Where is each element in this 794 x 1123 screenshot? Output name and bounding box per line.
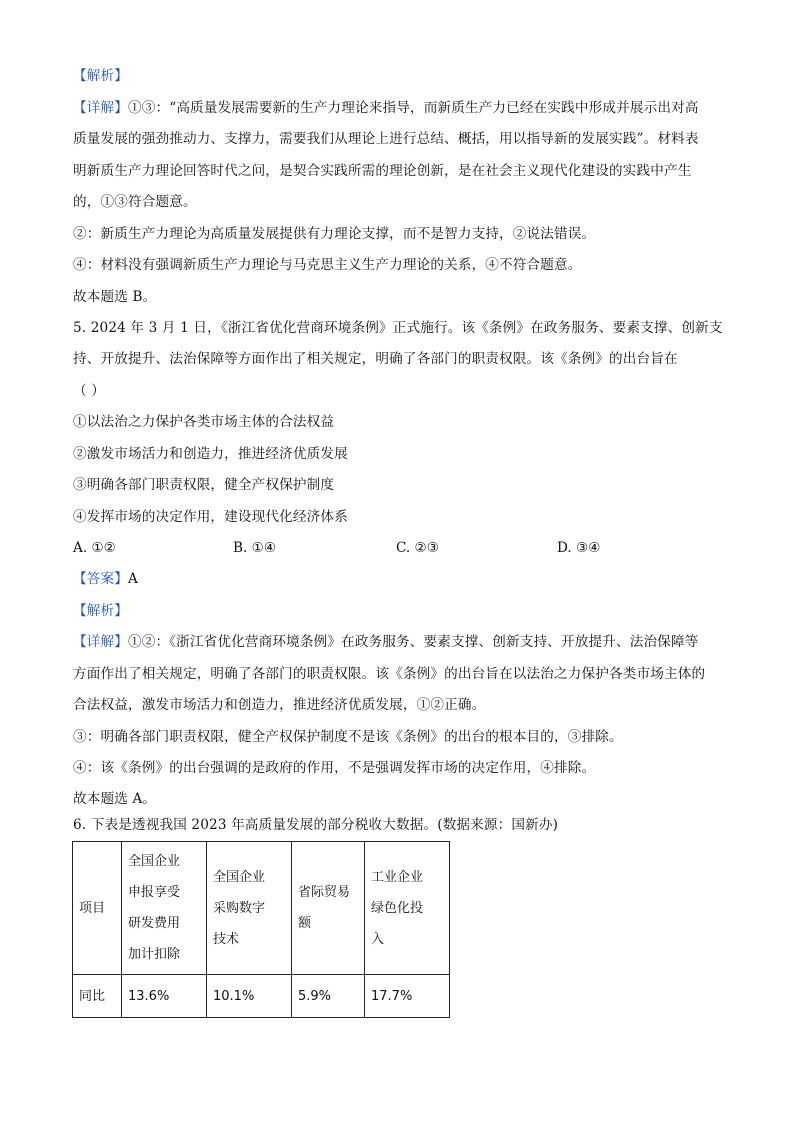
table-header-cell [292,842,365,975]
header-text: 省际贸易 [298,885,351,900]
answer-value: A [127,571,138,587]
header-text: 研发费用 [128,916,181,931]
analysis-point: ③：明确各部门职责权限，健全产权保护制度不是该《条例》的出台的根本目的，③排除。 [73,729,623,745]
header-text: 额 [298,916,312,931]
analysis-heading: 【解析】 [73,68,128,84]
header-text: 全国企业 [213,869,266,885]
statement-item: ④发挥市场的决定作用，建设现代化经济体系 [73,509,348,525]
detail-text: ①③：“高质量发展需要新的生产力理论来指导，而新质生产力已经在实践中形成并展示出对高 [127,100,699,116]
table-cell: 5.9% [292,975,365,1018]
choice-a: A. ①② [73,540,116,556]
detail-tag: 【详解】 [73,100,128,116]
table-row [73,842,450,975]
question-stem: 6. 下表是透视我国 2023 年高质量发展的部分税收大数据。(数据来源：国新办) [73,817,559,833]
table-cell: 10.1% [207,975,292,1018]
header-text: 技术 [213,931,240,947]
analysis-detail-line: 明新质生产力理论回答时代之问，是契合实践所需的理论创新，是在社会主义现代化建设的实践中产生 [73,163,692,179]
choice-b: B. ①④ [233,540,277,556]
analysis-detail-line: 合法权益，激发市场活力和创造力，推进经济优质发展，①②正确。 [73,697,486,713]
detail-tag: 【详解】 [73,634,128,650]
question-stem: 持、开放提升、法治保障等方面作出了相关规定，明确了各部门的职责权限。该《条例》的出台旨在 [73,351,678,367]
header-text: 全国企业 [128,854,181,869]
choice-c: C. ②③ [396,540,439,556]
analysis-point: ④：该《条例》的出台强调的是政府的作用，不是强调发挥市场的决定作用，④排除。 [73,760,596,776]
table-cell: 17.7% [365,975,450,1018]
header-text: 入 [371,931,385,947]
statement-item: ③明确各部门职责权限，健全产权保护制度 [73,477,335,493]
table-row [73,975,450,1018]
analysis-detail-line [73,100,699,116]
header-text: 工业企业 [371,869,424,885]
table-header-cell [365,842,450,975]
analysis-conclusion: 故本题选 A。 [73,791,157,807]
header-text: 绿色化投 [371,900,424,916]
header-text: 采购数字 [213,900,266,916]
table-header-cell [207,842,292,975]
table-cell: 13.6% [122,975,207,1018]
detail-text: ①②：《浙江省优化营商环境条例》在政务服务、要素支撑、创新支持、开放提升、法治保障等 [127,634,699,650]
header-text: 加计扣除 [128,947,181,962]
answer-tag: 【答案】 [73,571,128,587]
choice-d: D. ③④ [557,540,601,556]
analysis-detail-line: 方面作出了相关规定，明确了各部门的职责权限。该《条例》的出台旨在以法治之力保护各类市场主体的 [73,666,706,682]
question-stem: 5. 2024 年 3 月 1 日，《浙江省优化营商环境条例》正式施行。该《条例》在政务服务、要素支撑、创新支 [73,320,723,336]
statement-item: ②激发市场活力和创造力，推进经济优质发展 [73,446,348,462]
analysis-point: ②：新质生产力理论为高质量发展提供有力理论支撑，而不是智力支持，②说法错误。 [73,226,596,242]
analysis-detail-line: 质量发展的强劲推动力、支撑力，需要我们从理论上进行总结、概括，用以指导新的发展实践”。材料表 [73,131,699,147]
tax-data-table [72,841,450,1018]
answer-blank: （ ） [73,383,105,399]
answer-line [73,571,138,587]
analysis-point: ④：材料没有强调新质生产力理论与马克思主义生产力理论的关系，④不符合题意。 [73,257,582,273]
analysis-detail-line: 的，①③符合题意。 [73,194,197,210]
table-cell: 同比 [73,975,122,1018]
analysis-heading: 【解析】 [73,603,128,619]
analysis-detail-line [73,634,698,650]
analysis-conclusion: 故本题选 B。 [73,289,157,305]
statement-item: ①以法治之力保护各类市场主体的合法权益 [73,414,335,430]
table-cell: 项目 [73,842,122,975]
header-text: 申报享受 [128,885,181,900]
table-header-cell [122,842,207,975]
